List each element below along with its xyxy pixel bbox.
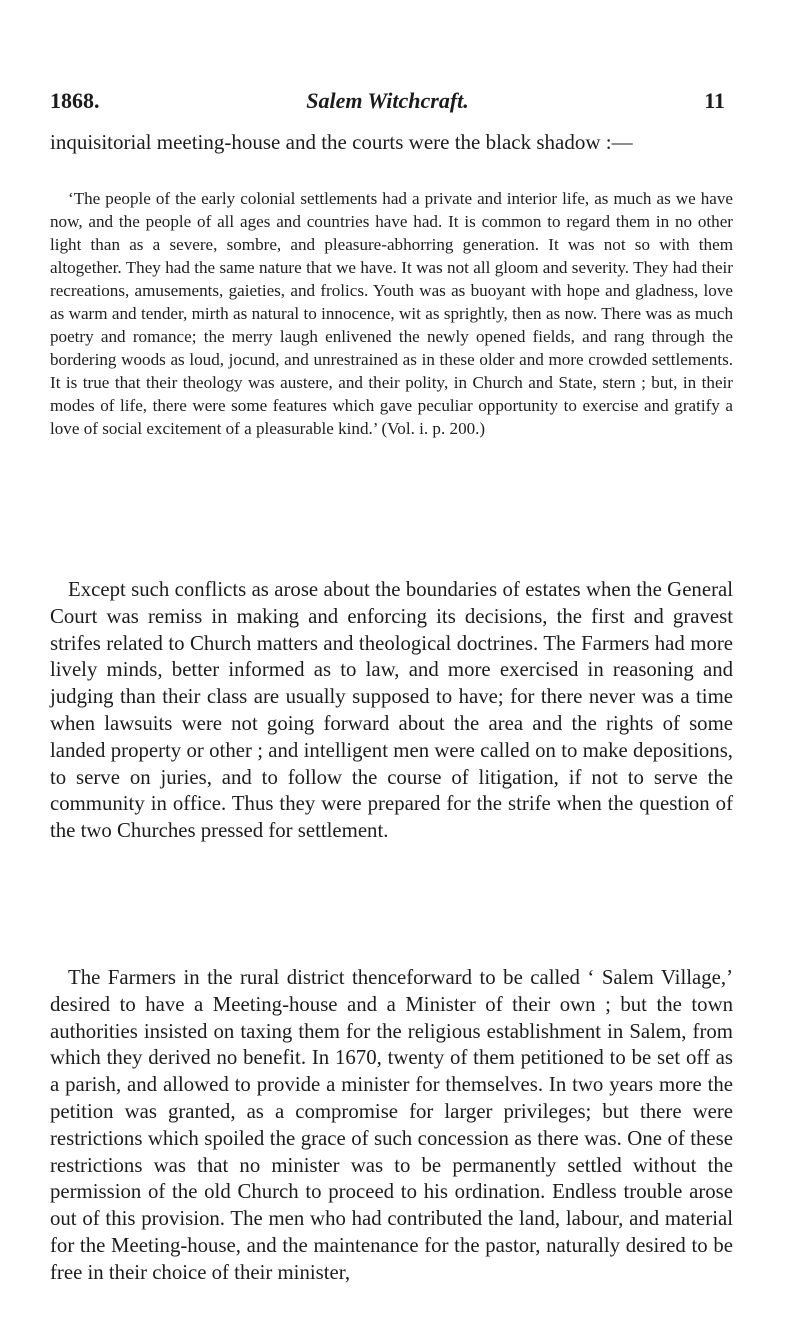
body-paragraph: Except such conflicts as arose about the boundaries of estates when the General Court was remiss in making and enforcing its decisions, the first and gravest strifes related to Church matters and theological doctrines. The Farmers had more lively minds, better informed as to law, and more exercised in reasoning and judging than their class are usually supposed to have; for there never was a time when lawsuits were not going forward about the area and the rights of some landed property or other ; and intelligent men were called on to make depositions, to serve on juries, and to follow the course of litigation, if not to serve the community in office. Thus they were prepared for the strife when the question of the two Churches pressed for settlement.: [50, 578, 733, 843]
body-paragraph: The Farmers in the rural district thenceforward to be called ‘ Salem Village,’ desired to have a Meeting-house and a Minister of their own ; but the town authorities insisted on taxing them for the religious establishment in Salem, from which they derived no benefit. In 1670, twenty of them petitioned to be set off as a parish, and allowed to provide a minister for themselves. In two years more the petition was granted, as a compromise for larger privileges; but there were restrictions which spoiled the grace of such concession as there was. One of these restrictions was that no minister was to be permanently settled without the permission of the old Church to proceed to his ordination. Endless trouble arose out of this provision. The men who had contributed the land, labour, and material for the Meeting-house, and the maintenance for the pastor, naturally desired to be free in their choice of their minister,: [50, 966, 733, 1284]
running-head-title: Salem Witchcraft.: [306, 88, 469, 113]
page-number: 11: [704, 88, 725, 113]
running-head: [50, 88, 725, 118]
block-quote: ‘The people of the early colonial settlements had a private and interior life, as much as we have now, and the people of all ages and countries have had. It is common to regard them in no other light than as a severe, sombre, and pleasure-abhorring generation. It was not so with them altogether. They had the same nature that we have. It was not all gloom and severity. They had their recreations, amusements, gaieties, and frolics. Youth was as buoyant with hope and gladness, love as warm and tender, mirth as natural to innocence, wit as sprightly, then as now. There was as much poetry and romance; the merry laugh enlivened the newly opened fields, and rang through the bordering woods as loud, jocund, and unrestrained as in these older and more crowded settlements. It is true that their theology was austere, and their polity, in Church and State, stern ; but, in their modes of life, there were some features which gave peculiar opportunity to exercise and gratify a love of social excitement of a pleasurable kind.’ (Vol. i. p. 200.): [50, 189, 733, 438]
intro-text: inquisitorial meeting-house and the courts were the black shadow :—: [50, 130, 633, 154]
running-head-year: 1868.: [50, 88, 100, 113]
